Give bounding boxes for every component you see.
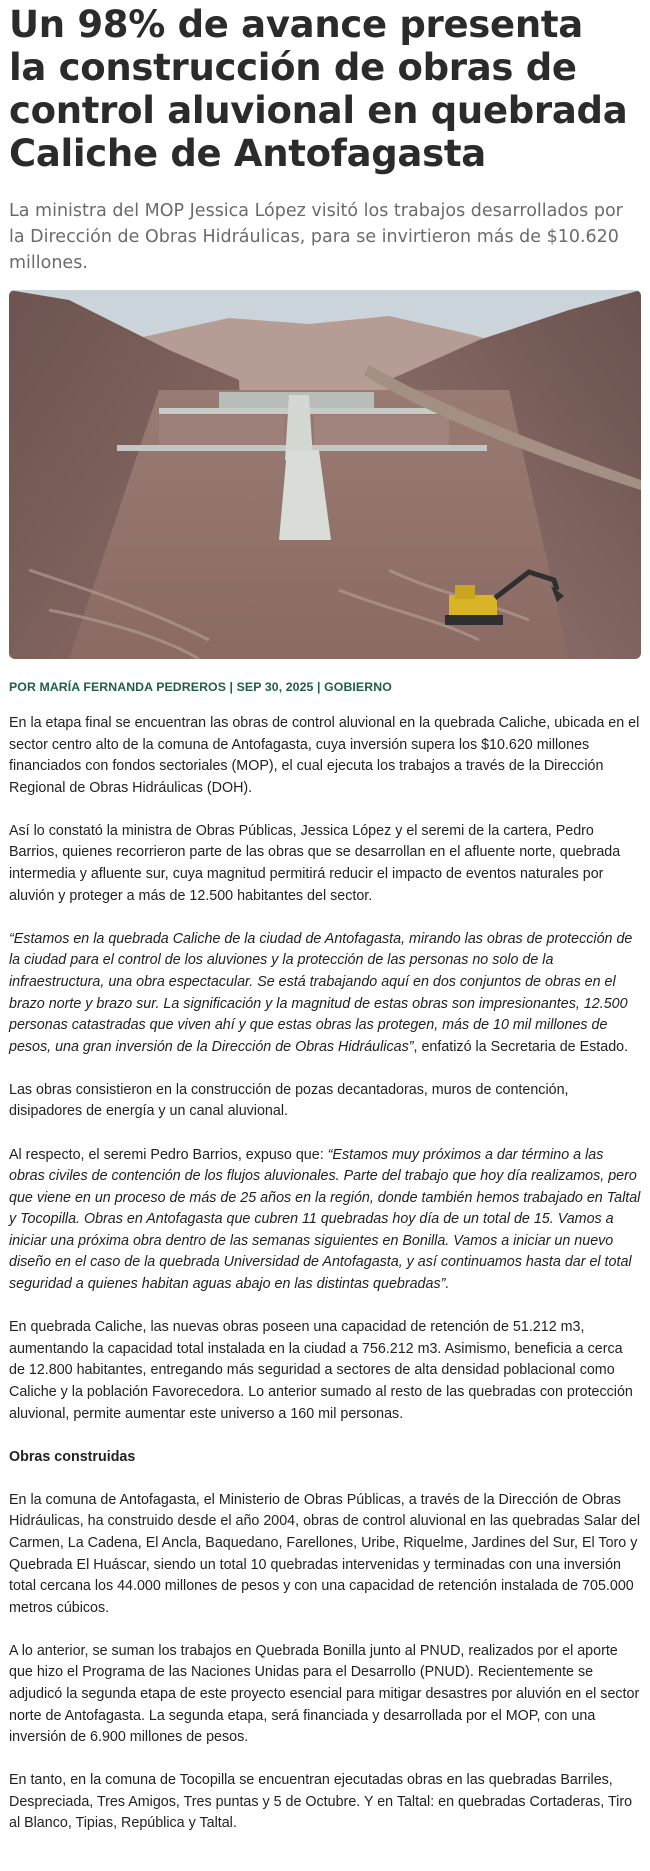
paragraph-3 — [9, 929, 641, 1059]
paragraph-8: A lo anterior, se suman los trabajos en Quebrada Bonilla junto al PNUD, realizados por el aporte que hizo el Programa de las Naciones Unidas para el Desarrollo (PNUD). Recientemente se adjudicó la segunda etapa de este proyecto esencial para mitigar desastres por aluvión en el sector norte de Antofagasta. La segunda etapa, será financiada y desarrollada por el MOP, con una inversión de 6.900 millones de pesos. — [9, 1642, 640, 1746]
paragraph-6: En quebrada Caliche, las nuevas obras poseen una capacidad de retención de 51.212 m3, aumentando la capacidad total instalada en la ciudad a 756.212 m3. Asimismo, beneficia a cerca de 12.800 habitantes, entregando más seguridad a sectores de alta densidad poblacional como Caliche y la población Favorecedora. Lo anterior sumado al resto de las quebradas con protección aluvional, permite aumentar este universo a 160 mil personas. — [9, 1319, 633, 1422]
seremi-quote: “Estamos muy próximos a dar término a las obras civiles de contención de los flujos aluvionales. Parte del trabajo que hoy día realizamos, pero que viene en un proceso de más de 25 años en la región, donde también hemos trabajado en Taltal y Tocopilla. Obras en Antofagasta que cubren 11 quebradas hoy día de un total de 15. Vamos a iniciar una próxima obra dentro de las semanas siguientes en Bonilla. Vamos a iniciar un nuevo diseño en el caso de la quebrada Universidad de Antofagasta, y así continuamos hasta dar el total seguridad a quienes habitan aguas abajo en las distintas quebradas”. — [9, 1146, 641, 1293]
byline-date: SEP 30, 2025 — [236, 680, 314, 694]
byline-author[interactable]: MARÍA FERNANDA PEDREROS — [39, 680, 227, 694]
paragraph-4: Las obras consistieron en la construcción de pozas decantadoras, muros de contención, disipadores de energía y un canal aluvional. — [9, 1081, 569, 1120]
paragraph-5 — [9, 1145, 641, 1296]
paragraph-1: En la etapa final se encuentran las obras de control aluvional en la quebrada Caliche, ubicada en el sector centro alto de la comuna de Antofagasta, cuya inversión supera los $10.620 millones financiados con fondos sectoriales (MOP), el cual ejecuta los trabajos a través de la Dirección Regional de Obras Hidráulicas (DOH). — [9, 715, 640, 796]
quote-attribution: , enfatizó la Secretaria de Estado. — [413, 1038, 629, 1055]
paragraph-9: En tanto, en la comuna de Tocopilla se encuentran ejecutadas obras en las quebradas Barriles, Despreciada, Tres Amigos, Tres puntas y 5 de Octubre. Y en Taltal: en quebradas Cortaderas, Tiro al Blanco, Tipias, República y Taltal. — [9, 1772, 633, 1832]
article-body — [9, 713, 641, 1835]
byline-prefix: POR — [9, 680, 36, 694]
article-subtitle: La ministra del MOP Jessica López visitó los trabajos desarrollados por la Dirección de Obras Hidráulicas, para se invirtieron más de $10.620 millones. — [9, 201, 623, 273]
paragraph-7: En la comuna de Antofagasta, el Ministerio de Obras Públicas, a través de la Dirección de Obras Hidráulicas, ha construido desde el año 2004, obras de control aluvional en las quebradas Salar del Carmen, La Cadena, El Ancla, Baquedano, Farellones, Uribe, Riquelme, Jardines del Sur, El Toro y Quebrada El Huáscar, siendo un total 10 quebradas intervenidas y terminadas con una inversión total cercana los 44.000 millones de pesos y con una capacidad de retención instalada de 705.000 metros cúbicos. — [9, 1491, 641, 1616]
article-byline — [9, 680, 641, 694]
hero-image — [9, 290, 641, 659]
byline-category[interactable]: GOBIERNO — [324, 680, 392, 694]
article — [0, 3, 650, 1835]
minister-quote: “Estamos en la quebrada Caliche de la ciudad de Antofagasta, mirando las obras de protección de la ciudad para el control de los aluviones y la protección de las personas no solo de la infraestructura, una obra espectacular. Se está trabajando aquí en dos conjuntos de obras en el brazo norte y brazo sur. La significación y la magnitud de estas obras son impresionantes, 12.500 personas catastradas que viven ahí y que estas obras las protegen, más de 10 mil millones de pesos, una gran inversión de la Dirección de Obras Hidráulicas” — [9, 930, 633, 1055]
byline-separator: | — [317, 680, 321, 694]
article-headline: Un 98% de avance presenta la construcción de obras de control aluvional en quebrada Caliche de Antofagasta — [9, 3, 628, 175]
paragraph-2: Así lo constató la ministra de Obras Públicas, Jessica López y el seremi de la cartera, Pedro Barrios, quienes recorrieron parte de las obras que se desarrollan en el afluente norte, quebrada intermedia y afluente sur, cuya magnitud permitirá reducir el impacto de eventos naturales por aluvión y proteger a más de 12.500 habitantes del sector. — [9, 822, 621, 904]
section-heading: Obras construidas — [9, 1448, 136, 1465]
byline-separator: | — [229, 680, 234, 694]
seremi-lead: Al respecto, el seremi Pedro Barrios, expuso que: — [9, 1146, 328, 1163]
